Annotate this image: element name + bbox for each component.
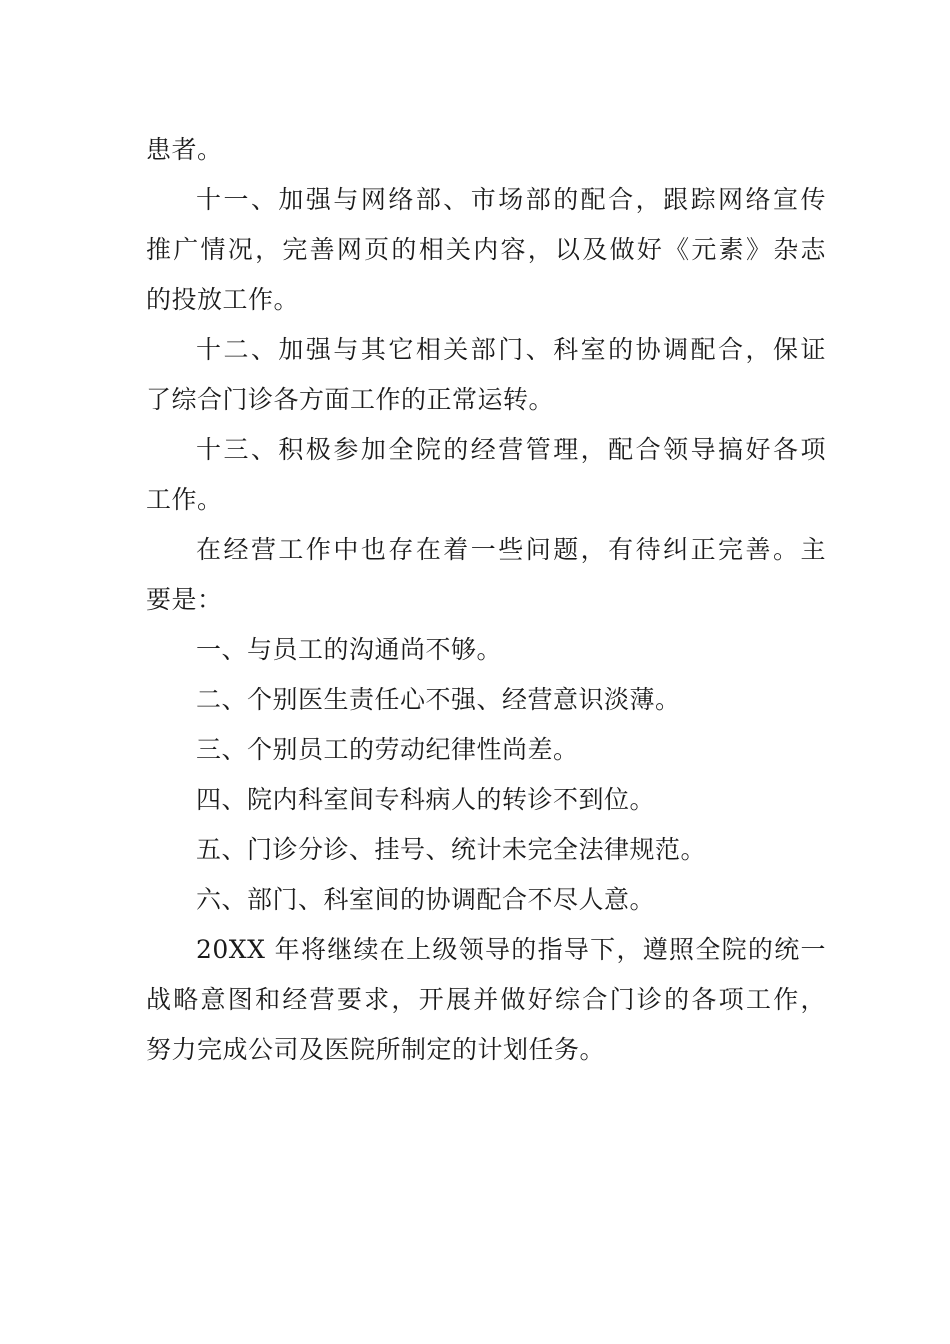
paragraph-line: 在经营工作中也存在着一些问题，有待纠正完善。主	[196, 535, 826, 564]
paragraph-line: 十一、加强与网络部、市场部的配合，跟踪网络宣传	[196, 185, 826, 214]
paragraph-line: 推广情况，完善网页的相关内容，以及做好《元素》杂志	[146, 235, 826, 264]
paragraph-line: 了综合门诊各方面工作的正常运转。	[146, 385, 555, 414]
paragraph-line: 努力完成公司及医院所制定的计划任务。	[146, 1035, 606, 1064]
paragraph-line: 战略意图和经营要求，开展并做好综合门诊的各项工作，	[146, 985, 826, 1014]
paragraph-line: 工作。	[146, 485, 223, 514]
list-item: 四、院内科室间专科病人的转诊不到位。	[196, 785, 656, 814]
list-item: 六、部门、科室间的协调配合不尽人意。	[196, 885, 656, 914]
list-item: 三、个别员工的劳动纪律性尚差。	[196, 735, 579, 764]
paragraph-line: 十二、加强与其它相关部门、科室的协调配合，保证	[196, 335, 826, 364]
list-item: 二、个别医生责任心不强、经营意识淡薄。	[196, 685, 681, 714]
paragraph-line: 十三、积极参加全院的经营管理，配合领导搞好各项	[196, 435, 826, 464]
list-item: 一、与员工的沟通尚不够。	[196, 635, 503, 664]
paragraph-line: 患者。	[146, 135, 223, 164]
list-item: 五、门诊分诊、挂号、统计未完全法律规范。	[196, 835, 707, 864]
paragraph-line: 20XX 年将继续在上级领导的指导下，遵照全院的统一	[196, 935, 826, 964]
paragraph-line: 要是：	[146, 585, 223, 614]
paragraph-line: 的投放工作。	[146, 285, 300, 314]
